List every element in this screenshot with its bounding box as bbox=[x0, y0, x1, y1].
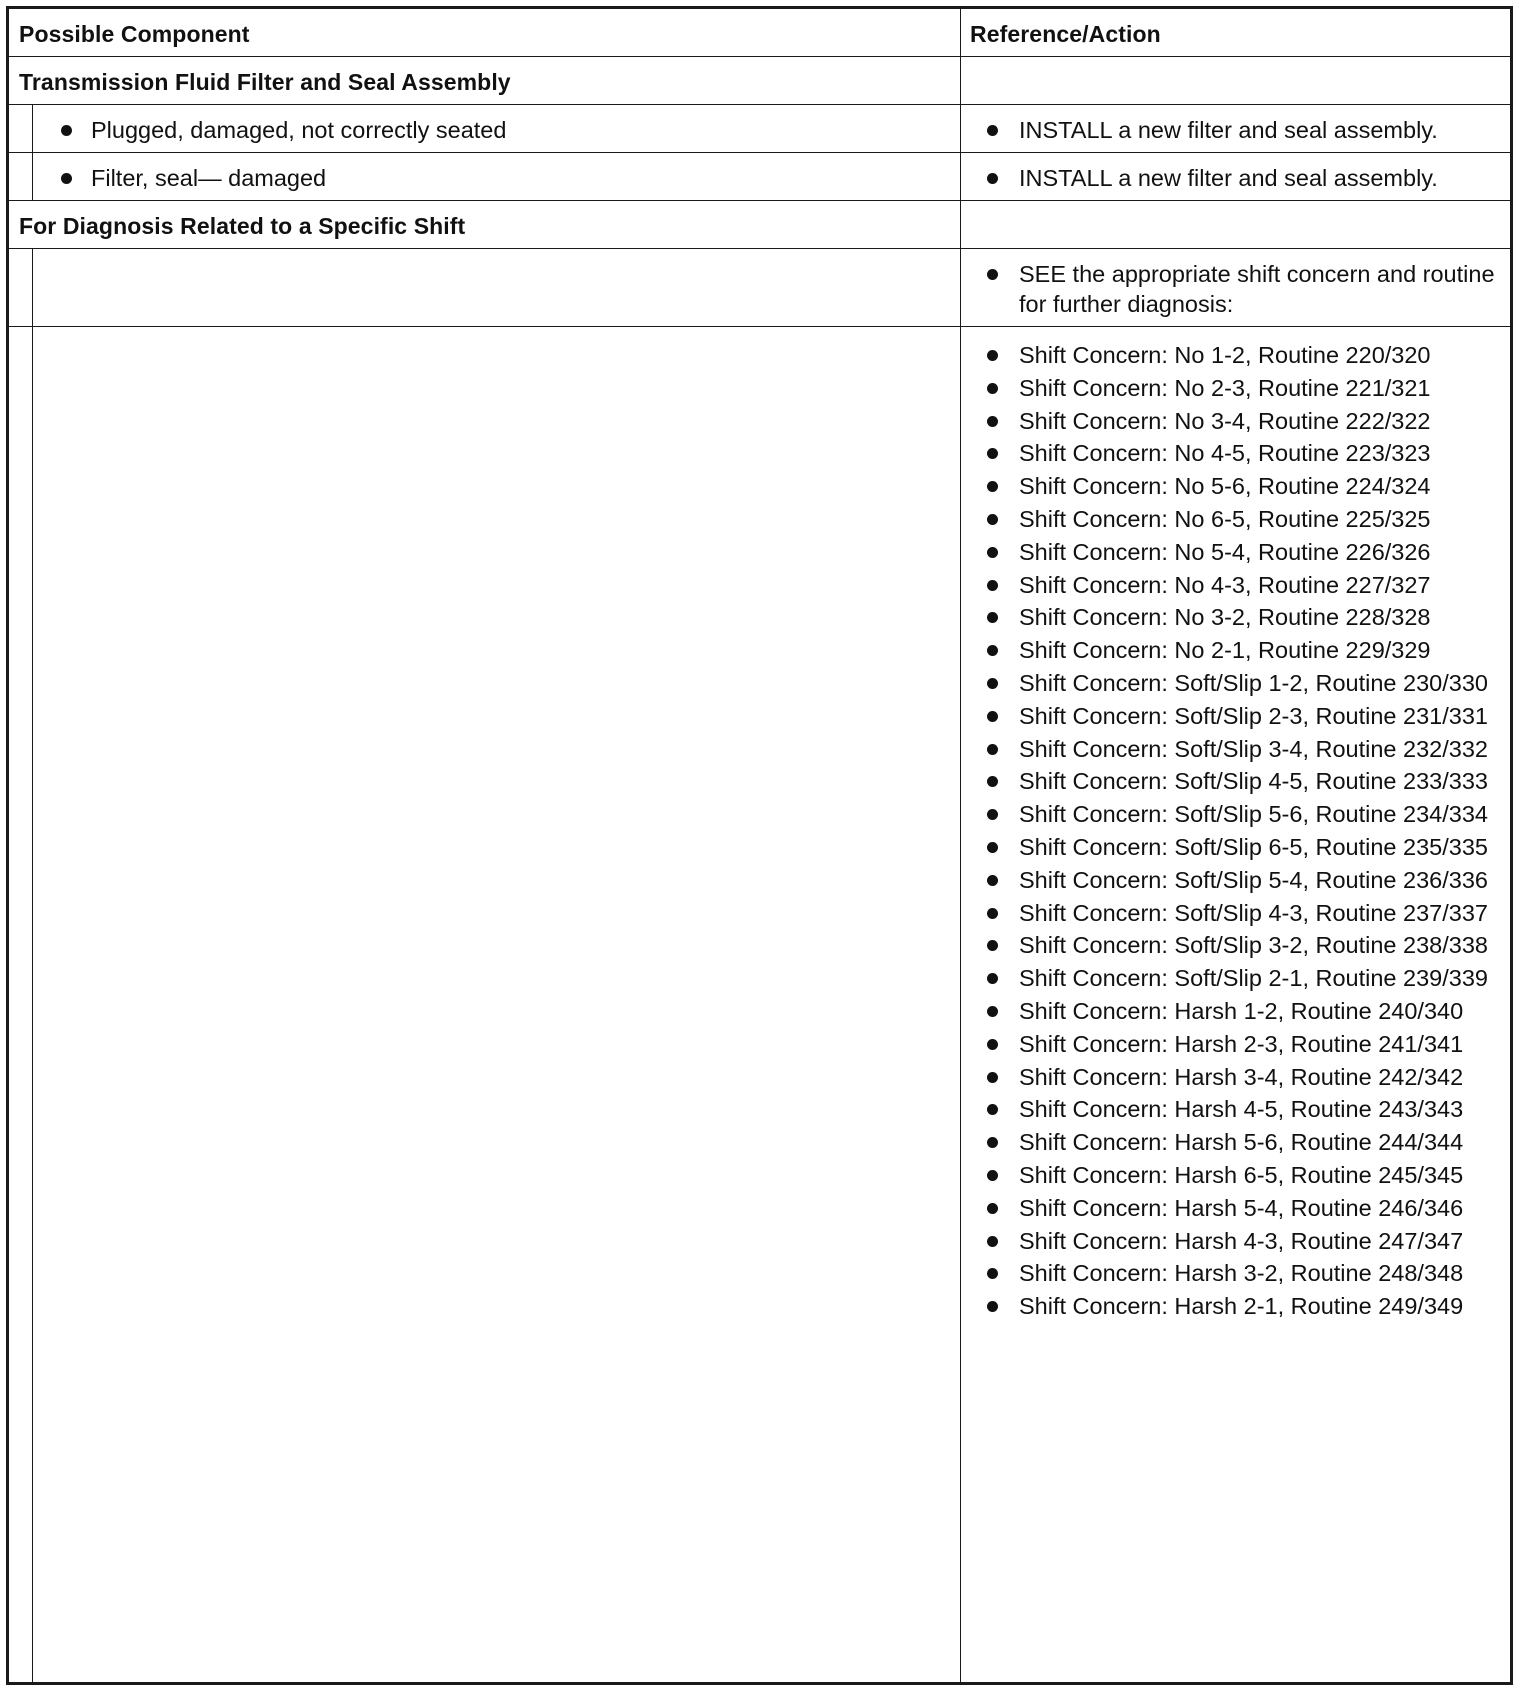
action-item bbox=[961, 115, 1500, 145]
shift-concern-item bbox=[961, 1193, 1500, 1223]
shift-concern-item bbox=[961, 701, 1500, 731]
bullet-icon bbox=[987, 842, 998, 853]
bullet-icon bbox=[61, 173, 72, 184]
bullet-icon bbox=[987, 383, 998, 394]
bullet-icon bbox=[987, 678, 998, 689]
shift-concern-item bbox=[961, 1291, 1500, 1321]
bullet-icon bbox=[987, 1236, 998, 1247]
bullet-icon bbox=[61, 125, 72, 136]
shift-concern-text: Shift Concern: Harsh 5-6, Routine 244/344 bbox=[1019, 1129, 1464, 1156]
shift-concern-text: Shift Concern: Soft/Slip 2-1, Routine 239/339 bbox=[1019, 965, 1488, 992]
action-text: SEE the appropriate shift concern and routine for further diagnosis: bbox=[1019, 261, 1495, 317]
shift-concern-item bbox=[961, 1160, 1500, 1190]
shift-concern-text: Shift Concern: Harsh 3-4, Routine 242/342 bbox=[1019, 1063, 1464, 1090]
shift-concern-text: Shift Concern: No 6-5, Routine 225/325 bbox=[1019, 505, 1431, 532]
component-item bbox=[33, 163, 960, 193]
shift-concern-text: Shift Concern: Harsh 2-1, Routine 249/349 bbox=[1019, 1293, 1464, 1320]
shift-concern-text: Shift Concern: Soft/Slip 6-5, Routine 235/335 bbox=[1019, 833, 1488, 860]
shift-concern-text: Shift Concern: Soft/Slip 3-4, Routine 232/332 bbox=[1019, 735, 1488, 762]
shift-concern-text: Shift Concern: No 4-5, Routine 223/323 bbox=[1019, 440, 1431, 467]
shift-concern-item bbox=[961, 438, 1500, 468]
bullet-icon bbox=[987, 744, 998, 755]
bullet-icon bbox=[987, 1170, 998, 1181]
bullet-icon bbox=[987, 1104, 998, 1115]
bullet-icon bbox=[987, 809, 998, 820]
action-item bbox=[961, 259, 1500, 319]
shift-concern-item bbox=[961, 799, 1500, 829]
bullet-icon bbox=[987, 269, 998, 280]
shift-concern-item bbox=[961, 832, 1500, 862]
shift-concern-item bbox=[961, 340, 1500, 370]
bullet-icon bbox=[987, 645, 998, 656]
bullet-icon bbox=[987, 1301, 998, 1312]
shift-concern-item bbox=[961, 635, 1500, 665]
bullet-icon bbox=[987, 875, 998, 886]
shift-concern-text: Shift Concern: Soft/Slip 4-3, Routine 237/337 bbox=[1019, 899, 1488, 926]
shift-concern-item bbox=[961, 734, 1500, 764]
shift-concern-item bbox=[961, 1127, 1500, 1157]
shift-concern-text: Shift Concern: Soft/Slip 5-6, Routine 234/334 bbox=[1019, 801, 1488, 828]
diagnosis-table bbox=[6, 6, 1513, 1685]
bullet-icon bbox=[987, 973, 998, 984]
action-text: INSTALL a new filter and seal assembly. bbox=[1019, 117, 1438, 143]
shift-concern-item bbox=[961, 898, 1500, 928]
shift-concern-text: Shift Concern: Soft/Slip 4-5, Routine 233/333 bbox=[1019, 768, 1488, 795]
shift-concern-list bbox=[961, 340, 1500, 1324]
shift-concern-item bbox=[961, 963, 1500, 993]
shift-concern-item bbox=[961, 373, 1500, 403]
table-row bbox=[9, 249, 1510, 327]
shift-concern-text: Shift Concern: Harsh 4-5, Routine 243/343 bbox=[1019, 1096, 1464, 1123]
shift-concern-text: Shift Concern: No 5-6, Routine 224/324 bbox=[1019, 473, 1431, 500]
bullet-icon bbox=[987, 776, 998, 787]
shift-concern-text: Shift Concern: No 5-4, Routine 226/326 bbox=[1019, 538, 1431, 565]
shift-concern-item bbox=[961, 602, 1500, 632]
section-header-filter bbox=[9, 57, 1510, 105]
shift-concern-item bbox=[961, 1029, 1500, 1059]
bullet-icon bbox=[987, 1006, 998, 1017]
bullet-icon bbox=[987, 173, 998, 184]
shift-concern-text: Shift Concern: Harsh 4-3, Routine 247/347 bbox=[1019, 1227, 1464, 1254]
bullet-icon bbox=[987, 416, 998, 427]
bullet-icon bbox=[987, 1268, 998, 1279]
action-text: INSTALL a new filter and seal assembly. bbox=[1019, 165, 1438, 191]
bullet-icon bbox=[987, 514, 998, 525]
section-title-shift: For Diagnosis Related to a Specific Shift bbox=[19, 213, 466, 239]
shift-concern-text: Shift Concern: Soft/Slip 3-2, Routine 238/338 bbox=[1019, 932, 1488, 959]
component-text: Filter, seal— damaged bbox=[91, 165, 327, 191]
bullet-icon bbox=[987, 908, 998, 919]
bullet-icon bbox=[987, 125, 998, 136]
shift-concern-item bbox=[961, 406, 1500, 436]
bullet-icon bbox=[987, 1072, 998, 1083]
shift-concern-item bbox=[961, 996, 1500, 1026]
table-row bbox=[9, 327, 1510, 1682]
shift-concern-text: Shift Concern: Soft/Slip 1-2, Routine 230/330 bbox=[1019, 669, 1488, 696]
shift-concern-item bbox=[961, 1226, 1500, 1256]
shift-concern-text: Shift Concern: No 2-1, Routine 229/329 bbox=[1019, 637, 1431, 664]
bullet-icon bbox=[987, 580, 998, 591]
bullet-icon bbox=[987, 612, 998, 623]
shift-concern-text: Shift Concern: No 3-2, Routine 228/328 bbox=[1019, 604, 1431, 631]
shift-concern-item bbox=[961, 504, 1500, 534]
bullet-icon bbox=[987, 1137, 998, 1148]
shift-concern-item bbox=[961, 1094, 1500, 1124]
header-reference-action: Reference/Action bbox=[970, 21, 1161, 47]
table-row bbox=[9, 105, 1510, 153]
shift-concern-item bbox=[961, 570, 1500, 600]
component-text: Plugged, damaged, not correctly seated bbox=[91, 117, 507, 143]
shift-concern-item bbox=[961, 930, 1500, 960]
shift-concern-text: Shift Concern: Soft/Slip 5-4, Routine 236/336 bbox=[1019, 866, 1488, 893]
shift-concern-text: Shift Concern: Harsh 2-3, Routine 241/341 bbox=[1019, 1030, 1464, 1057]
bullet-icon bbox=[987, 1039, 998, 1050]
section-header-shift bbox=[9, 201, 1510, 249]
shift-concern-text: Shift Concern: Soft/Slip 2-3, Routine 231/331 bbox=[1019, 702, 1488, 729]
action-item bbox=[961, 163, 1500, 193]
shift-concern-text: Shift Concern: No 2-3, Routine 221/321 bbox=[1019, 374, 1431, 401]
shift-concern-item bbox=[961, 537, 1500, 567]
shift-concern-text: Shift Concern: Harsh 6-5, Routine 245/345 bbox=[1019, 1161, 1464, 1188]
shift-concern-item bbox=[961, 766, 1500, 796]
shift-concern-text: Shift Concern: Harsh 1-2, Routine 240/340 bbox=[1019, 997, 1464, 1024]
shift-concern-item bbox=[961, 865, 1500, 895]
section-title-filter: Transmission Fluid Filter and Seal Assembly bbox=[19, 69, 511, 95]
shift-concern-item bbox=[961, 1062, 1500, 1092]
bullet-icon bbox=[987, 547, 998, 558]
table-header-row bbox=[9, 9, 1510, 57]
shift-concern-text: Shift Concern: Harsh 3-2, Routine 248/348 bbox=[1019, 1260, 1464, 1287]
shift-concern-text: Shift Concern: No 1-2, Routine 220/320 bbox=[1019, 342, 1431, 368]
bullet-icon bbox=[987, 481, 998, 492]
header-possible-component: Possible Component bbox=[19, 21, 250, 47]
shift-concern-item bbox=[961, 668, 1500, 698]
shift-concern-item bbox=[961, 1258, 1500, 1288]
component-item bbox=[33, 115, 960, 145]
shift-concern-text: Shift Concern: No 3-4, Routine 222/322 bbox=[1019, 407, 1431, 434]
bullet-icon bbox=[987, 940, 998, 951]
table-row bbox=[9, 153, 1510, 201]
bullet-icon bbox=[987, 1203, 998, 1214]
shift-concern-item bbox=[961, 471, 1500, 501]
bullet-icon bbox=[987, 448, 998, 459]
shift-concern-text: Shift Concern: Harsh 5-4, Routine 246/346 bbox=[1019, 1194, 1464, 1221]
bullet-icon bbox=[987, 711, 998, 722]
bullet-icon bbox=[987, 350, 998, 361]
shift-concern-text: Shift Concern: No 4-3, Routine 227/327 bbox=[1019, 571, 1431, 598]
